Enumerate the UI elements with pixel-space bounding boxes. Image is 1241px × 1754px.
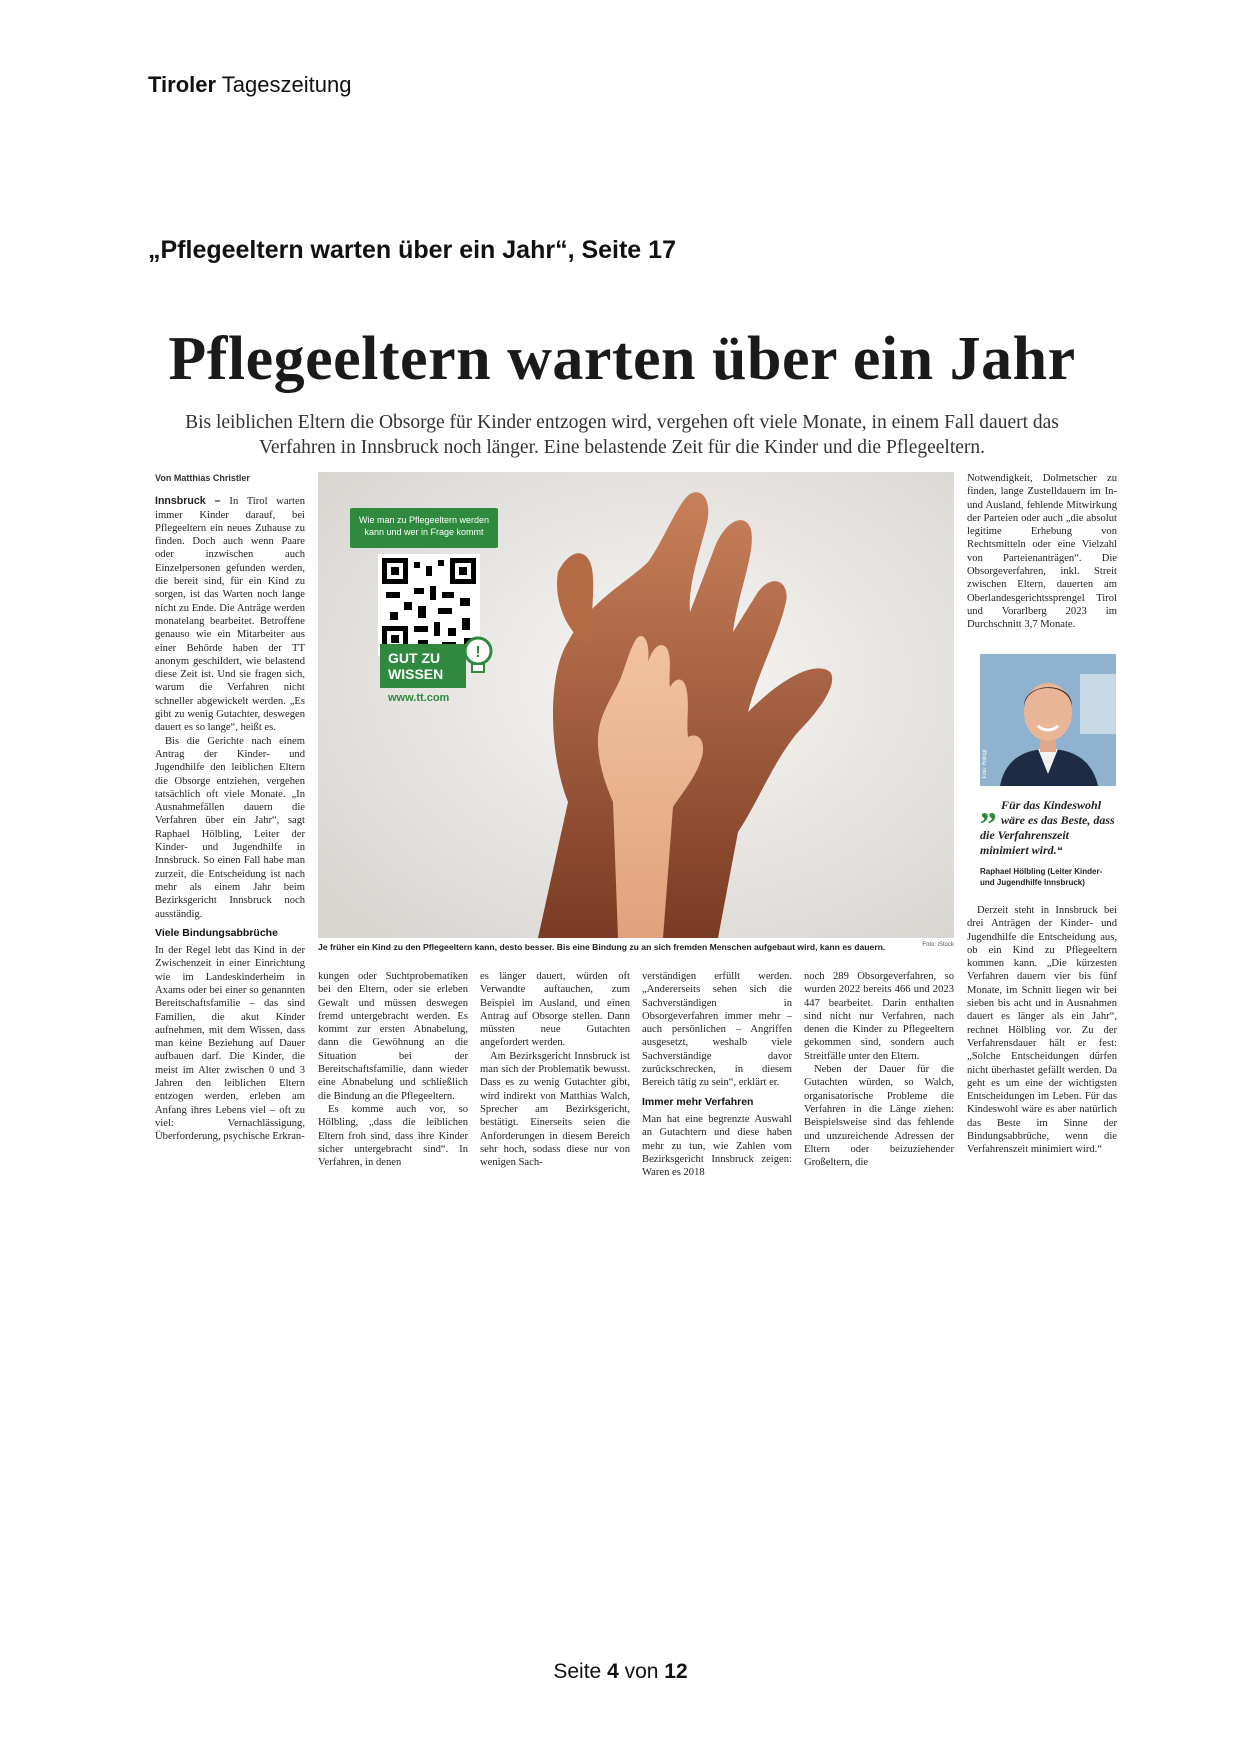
- column-3: [480, 970, 630, 1169]
- col1-paragraph-3: In der Regel lebt das Kind in der Zwischenzeit in einer Einrichtung wie im Landeskinderheim in Axams oder bei einer so genannten Bereitschaftsfamilie – das sind Familien, die akut Kinder aufnehmen, mit dem Wissen, dass man keine Beziehung auf Dauer aufbauen darf. Die Kinder, die meist im Alter zwischen 0 und 3 Jahren den leiblichen Eltern entzogen werden, erleben am Anfang ihres Lebens viel – oft zu viel: Vernachlässigung, Überforderung, psychische Erkran-: [155, 945, 305, 1143]
- subheading-immer-mehr-verfahren: Immer mehr Verfahren: [642, 1095, 754, 1108]
- publication-name: [148, 72, 351, 98]
- publication-name-bold: Tiroler: [148, 72, 217, 97]
- pull-quote: [980, 789, 1116, 888]
- promo-url-link[interactable]: www.tt.com: [388, 692, 450, 704]
- subheading-bindungsabbrueche: Viele Bindungsabbrüche: [155, 926, 278, 939]
- col4-paragraph-2: Man hat eine begrenzte Auswahl an Gutachtern und diese haben mehr zu tun, wie Zahlen vom Bezirksgericht Innsbruck zeigen: Waren es 2018: [642, 1113, 792, 1179]
- byline: Von Matthias Christler: [155, 473, 250, 483]
- col5-paragraph-2: Neben der Dauer für die Gutachten würden, so Walch, organisatorische Probleme die Verfahren in die Länge ziehen: Beispielsweise sind das fehlende und unzureichende Adressen der Eltern oder beizuziehender Großeltern, die: [804, 1064, 954, 1169]
- article-subheadline: Bis leiblichen Eltern die Obsorge für Kinder entzogen wird, vergehen oft viele Monate, in einem Fall dauert das Verfahren in Innsbruck noch länger. Eine belastende Zeit für die Kinder und die Pflegeeltern.: [185, 412, 1059, 458]
- col6-paragraph-2: Derzeit steht in Innsbruck bei drei Anträgen der Kinder- und Jugendhilfe die Entscheidung aus, ob ein Kind zu Pflegeeltern kommen kann. „Die kürzesten Verfahren dauern vier bis fünf Monate, im Schnitt liegen wir bei sieben bis acht und in Ausnahmen dauert es länger als ein Jahr“, rechnet Hölbling vor. Zu der Verfahrensdauer hält er fest: „Solche Entscheidungen dürfen nicht überhastet gefällt werden. Da geht es um eine der wichtigsten Entscheidungen im Leben. Für das Kindeswohl wäre es aber natürlich das Beste im Sinne der Bindungsabbrüche, wenn die Verfahrenszeit minimiert wird.“: [967, 905, 1117, 1156]
- page-prefix: Seite: [553, 1660, 608, 1683]
- page-number: [0, 1660, 1241, 1684]
- column-4: [642, 970, 792, 1179]
- quote-mark-icon: „: [980, 789, 997, 826]
- promo-banner: Wie man zu Pflegeeltern werden kann und wer in Frage kommt: [350, 508, 498, 548]
- portrait-photo: [980, 654, 1116, 786]
- lightbulb-icon: [462, 636, 494, 676]
- col3-paragraph-1: es länger dauert, würden oft Verwandte auftauchen, zum Beispiel im Ausland, und einen Antrag auf Obsorge stellen. Dann müssten neue Gutachten angefordert werden.: [480, 971, 630, 1049]
- column-6-bottom: [967, 904, 1117, 1157]
- quote-text: Für das Kindeswohl wäre es das Beste, dass die Verfahrenszeit minimiert wird.“: [980, 798, 1115, 857]
- article-headline: Pflegeeltern warten über ein Jahr: [168, 325, 1076, 393]
- article-reference: „Pflegeeltern warten über ein Jahr“, Seite 17: [148, 236, 676, 264]
- col2-paragraph-1: kungen oder Suchtprobematiken bei den Eltern, oder sie erleben Gewalt und müssen deswegen fremd untergebracht werden. Es kommt zur ersten Abnabelung, dann die Gewöhnung an die Situation bei der Bereitschaftsfamilie, dann wieder eine Abnabelung und schließlich die Bindung an die Pflegeeltern.: [318, 971, 468, 1102]
- dateline: Innsbruck –: [155, 495, 230, 508]
- col1-text: In Tirol warten immer Kinder darauf, bei Pflegeeltern ein neues Zuhause zu finden. Doch auch wenn Paare oder inzwischen auch Einzelpersonen gefunden werden, die bereit sind, für ein Kind zu sorgen, ist das Warten noch lange nicht zu Ende. Die Anträge werden monatelang bearbeitet. Betroffene genauso wie ein Mitarbeiter aus einer Behörde haben der TT anonym geschildert, wie belastend diese Zeit ist. Und sie fragen sich, warum die Verfahren nicht schneller abgewickelt werden. „Es gibt zu wenig Gutachter, deswegen dauert es so lange“, heißt es.: [155, 496, 305, 734]
- quote-author: Raphael Hölbling (Leiter Kinder- und Jugendhilfe Innsbruck): [980, 867, 1103, 887]
- caption-text: Je früher ein Kind zu den Pflegeeltern kann, desto besser. Bis eine Bindung zu an sich fremden Menschen aufgebaut wird, kann es dauern.: [318, 942, 886, 952]
- column-1: [155, 472, 305, 1144]
- gut-zu-wissen-badge: GUT ZU WISSEN: [380, 644, 466, 688]
- svg-text:!: !: [475, 644, 481, 661]
- col4-paragraph-1: verständigen erfüllt werden. „Andererseits sehen sich die Sachverständigen in Obsorgeverfahren immer mehr – auch persönlichen – Angriffen ausgesetzt, weshalb viele Sachverständige davor zurückschrecken, in diesem Bereich tätig zu sein“, erklärt er.: [642, 971, 792, 1089]
- page-middle: von: [618, 1660, 665, 1683]
- col1-paragraph-2: Bis die Gerichte nach einem Antrag der Kinder- und Jugendhilfe den leiblichen Eltern die Obsorge entziehen, vergehen tatsächlich oft viele Monate. „In Ausnahmefällen dauern die Verfahren über ein Jahr“, sagt Raphael Hölbling, Leiter der Kinder- und Jugendhilfe in Innsbruck. So einen Fall habe man zurzeit, die Entscheidung ist nach mehr als einem Jahr beim Bezirksgericht Innsbruck noch ausständig.: [155, 735, 305, 920]
- col3-paragraph-2: Am Bezirksgericht Innsbruck ist man sich der Problematik bewusst. Dass es zu wenig Gutachter gibt, wird indirekt von Matthias Walch, Sprecher am Bezirksgericht, bestätigt. Einerseits seien die Anforderungen in diesem Bereich sehr hoch, sodass diese nur von wenigen Sach-: [480, 1050, 630, 1169]
- column-5: [804, 970, 954, 1169]
- total-pages: 12: [664, 1660, 688, 1683]
- photo-credit: Foto: iStock: [922, 942, 954, 948]
- photo-caption: [318, 942, 954, 952]
- col6-paragraph-1: Notwendigkeit, Dolmetscher zu finden, lange Zustelldauern im In- und Ausland, fehlende Mitwirkung der Parteien oder auch „die absolut legitime Erhebung von Rechtsmitteln oder eine Vielzahl von Parteienanträgen“. Die Obsorgeverfahren, inkl. Streit zwischen Eltern, dauerten am Oberlandesgerichtssprengel Tirol und Vorarlberg 2023 im Durchschnitt 3,7 Monate.: [967, 473, 1117, 631]
- portrait-credit: Foto: Hollrigl: [982, 750, 988, 779]
- col1-paragraph-1: [155, 495, 305, 734]
- col2-paragraph-2: Es komme auch vor, so Hölbling, „dass die leiblichen Eltern froh sind, dass ihre Kinder sicher untergebracht sind“. In Verfahren, in denen: [318, 1103, 468, 1169]
- current-page: 4: [607, 1660, 619, 1683]
- column-2: [318, 970, 468, 1169]
- column-6-top: [967, 472, 1117, 632]
- col5-paragraph-1: noch 289 Obsorgeverfahren, so wurden 2022 bereits 466 und 2023 447 bearbeitet. Darin enthalten sind nicht nur Verfahren, nach denen die Kinder zu Pflegeeltern gekommen sind, sondern auch Streitfälle unter den Eltern.: [804, 971, 954, 1062]
- publication-name-rest: Tageszeitung: [216, 72, 352, 97]
